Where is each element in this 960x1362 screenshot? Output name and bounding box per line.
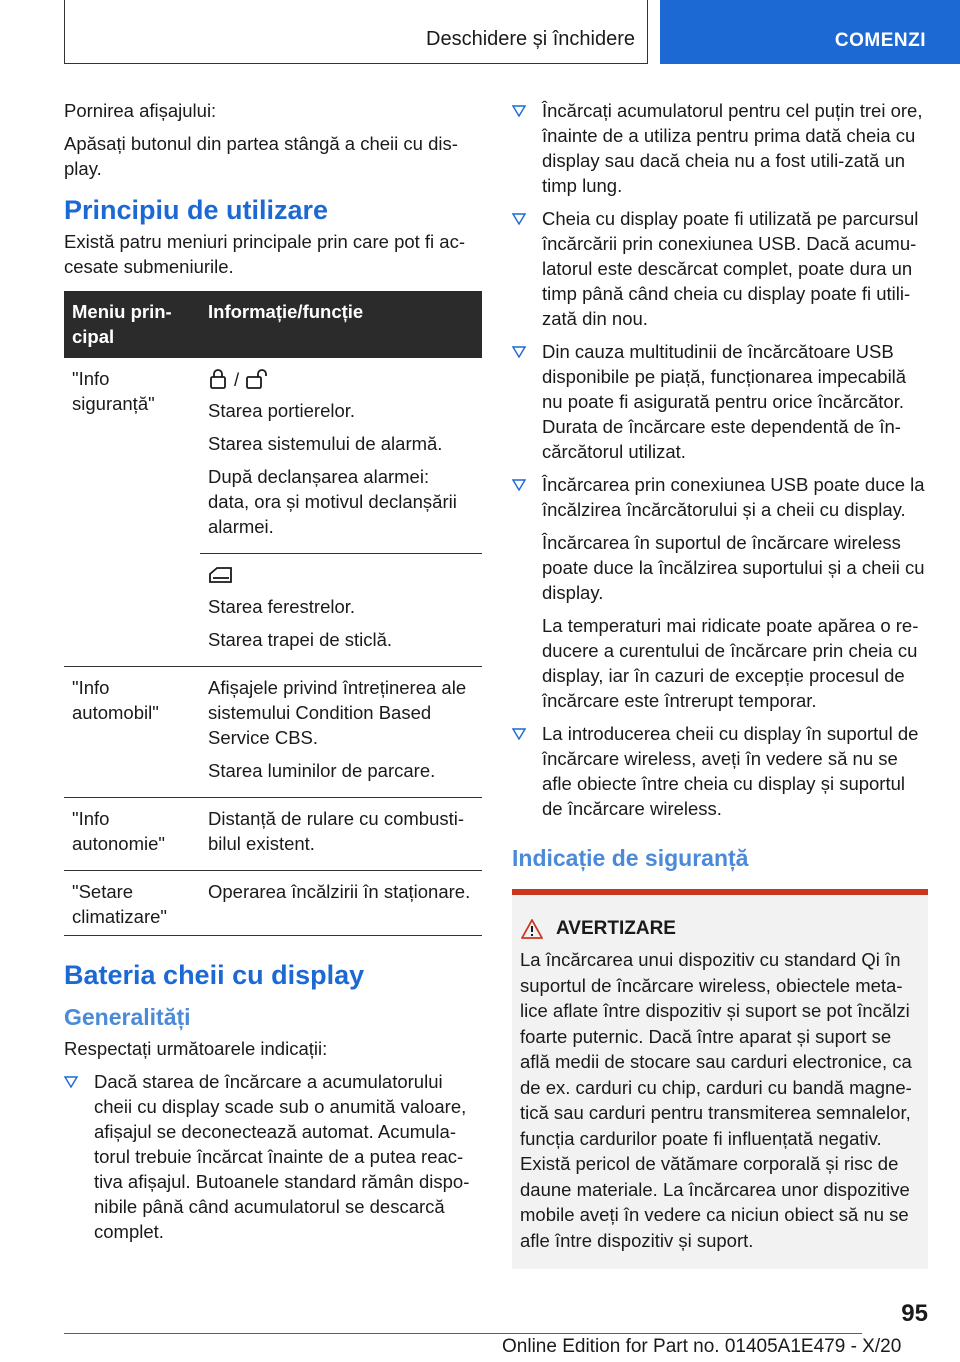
intro-line-2: Apăsați butonul din partea stângă a cheii cu dis-play. bbox=[64, 133, 458, 179]
info-line: Starea ferestrelor. bbox=[208, 596, 356, 617]
menu-cell: "Setare climatizare" bbox=[64, 871, 200, 936]
triangle-bullet-icon bbox=[512, 104, 526, 118]
info-line: Starea portierelor. bbox=[208, 400, 356, 421]
info-line: Afișajele privind întreținerea ale sistemului Condition Based Service CBS. bbox=[208, 677, 467, 748]
menu-table bbox=[64, 291, 482, 936]
footer-edition: Online Edition for Part no. 01405A1E479 - X/20 bbox=[502, 1336, 902, 1357]
bullet-list bbox=[512, 98, 930, 821]
menu-cell: "Info siguranță" bbox=[64, 358, 200, 667]
triangle-bullet-icon bbox=[512, 478, 526, 492]
list-item-text: Încărcați acumulatorul pentru cel puțin trei ore, înainte de a utiliza pentru prima dată cheia cu display sau dacă cheia nu a fost utili-zată un timp lung. bbox=[542, 100, 923, 196]
triangle-bullet-icon bbox=[512, 212, 526, 226]
icon-separator: / bbox=[234, 368, 240, 390]
table-row bbox=[64, 358, 482, 554]
list-item bbox=[64, 1069, 482, 1244]
heading-battery: Bateria cheii cu display bbox=[64, 960, 365, 990]
triangle-bullet-icon bbox=[512, 727, 526, 741]
warning-triangle-icon bbox=[520, 918, 544, 940]
triangle-bullet-icon bbox=[512, 345, 526, 359]
info-line: Starea sistemului de alarmă. bbox=[208, 433, 443, 454]
warning-text: La încărcarea unui dispozitiv cu standard Qi în suportul de încărcare wireless, obiectele meta-lice aflate între dispozitiv și suport se pot încălzi foarte puternic. Dacă între aparat și suport se află medii de stocare sau carduri electronice, ca de ex. carduri cu chip, carduri cu bandă magne-tică sau carduri pentru transmiterea semnalelor, funcția cardurilor poate fi influențată negativ. Există pericol de vătămare corporală și risc de daune materiale. La încărcarea unor dispozitive mobile aveți în vedere ca niciun obiect să nu se afle între dispozitiv și suport. bbox=[520, 949, 912, 1251]
section-title: Deschidere și închidere bbox=[426, 28, 635, 50]
heading-general: Generalități bbox=[64, 1004, 191, 1030]
footer-divider bbox=[64, 1333, 862, 1334]
table-row bbox=[64, 871, 482, 936]
left-column bbox=[64, 98, 482, 1252]
info-line: După declanșarea alarmei: data, ora și motivul declanșării alarmei. bbox=[208, 466, 457, 537]
door-lock-icon bbox=[208, 368, 228, 390]
menu-cell: "Info autonomie" bbox=[64, 798, 200, 871]
info-cell bbox=[200, 871, 482, 936]
right-column bbox=[512, 98, 930, 1269]
info-line: Distanță de rulare cu combusti-bilul existent. bbox=[208, 808, 465, 854]
table-row bbox=[64, 667, 482, 798]
list-item-text: Încărcarea prin conexiunea USB poate duce la încălzirea încărcătorului și a cheii cu display. bbox=[542, 474, 925, 520]
table-row bbox=[64, 798, 482, 871]
list-item-text: Dacă starea de încărcare a acumulatorului cheii cu display scade sub o anumită valoare, afișajul se deconectează automat. Acumula-torul trebuie încărcat înainte de a putea reac-tiva afișajul. Butoanele standard rămân dispo-nibile până când acumulatorul se descarcă complet. bbox=[94, 1071, 470, 1242]
list-item-text: Din cauza multitudinii de încărcătoare USB disponibile pe piață, funcționarea impecabilă nu poate fi asigurată pentru orice încărcător. Durata de încărcare este dependentă de în-cărcătorul utilizat. bbox=[542, 341, 907, 462]
chapter-tab[interactable]: COMENZI bbox=[660, 0, 960, 64]
warning-title: AVERTIZARE bbox=[556, 918, 676, 939]
door-unlock-icon bbox=[245, 368, 271, 390]
list-item bbox=[512, 721, 930, 821]
intro-line-1: Pornirea afișajului: bbox=[64, 100, 217, 121]
menu-cell: "Info automobil" bbox=[64, 667, 200, 798]
info-cell bbox=[200, 554, 482, 667]
bullet-list bbox=[64, 1069, 482, 1244]
info-cell bbox=[200, 798, 482, 871]
heading-principle: Principiu de utilizare bbox=[64, 195, 329, 225]
general-text: Respectați următoarele indicații: bbox=[64, 1038, 328, 1059]
info-line: Starea trapei de sticlă. bbox=[208, 629, 393, 650]
triangle-bullet-icon bbox=[64, 1075, 78, 1089]
window-icon bbox=[208, 565, 234, 585]
list-item-text: Încărcarea în suportul de încărcare wireless poate duce la încălzirea suportului și a cheii cu display. bbox=[542, 532, 925, 603]
info-line: Starea luminilor de parcare. bbox=[208, 760, 436, 781]
principle-text: Există patru meniuri principale prin care pot fi ac-cesate submeniurile. bbox=[64, 231, 466, 277]
list-item bbox=[512, 472, 930, 713]
header-frame bbox=[64, 0, 648, 64]
list-item-text: Cheia cu display poate fi utilizată pe parcursul încărcării prin conexiunea USB. Dacă acumu-latorul este descărcat complet, poate dura un timp până când cheia cu display poate fi utili-zată din nou. bbox=[542, 208, 919, 329]
table-header-menu: Meniu prin-cipal bbox=[64, 291, 200, 358]
list-item bbox=[512, 98, 930, 198]
list-item-text: La temperaturi mai ridicate poate apărea o re-ducere a curentului de încărcare prin cheia cu display, iar în cazuri de excepție procesul de încărcare este întrerupt temporar. bbox=[542, 615, 919, 711]
page-number: 95 bbox=[901, 1300, 928, 1327]
info-cell bbox=[200, 358, 482, 554]
warning-header bbox=[520, 917, 920, 941]
info-line: Operarea încălzirii în staționare. bbox=[208, 881, 471, 902]
list-item bbox=[512, 206, 930, 331]
list-item bbox=[512, 339, 930, 464]
list-item-text: La introducerea cheii cu display în suportul de încărcare wireless, aveți în vedere să nu se afle obiecte între cheia cu display și suportul de încărcare wireless. bbox=[542, 723, 919, 819]
table-header-info: Informație/funcție bbox=[200, 291, 482, 358]
info-cell bbox=[200, 667, 482, 798]
heading-safety: Indicație de siguranță bbox=[512, 845, 749, 871]
warning-box bbox=[512, 889, 928, 1269]
